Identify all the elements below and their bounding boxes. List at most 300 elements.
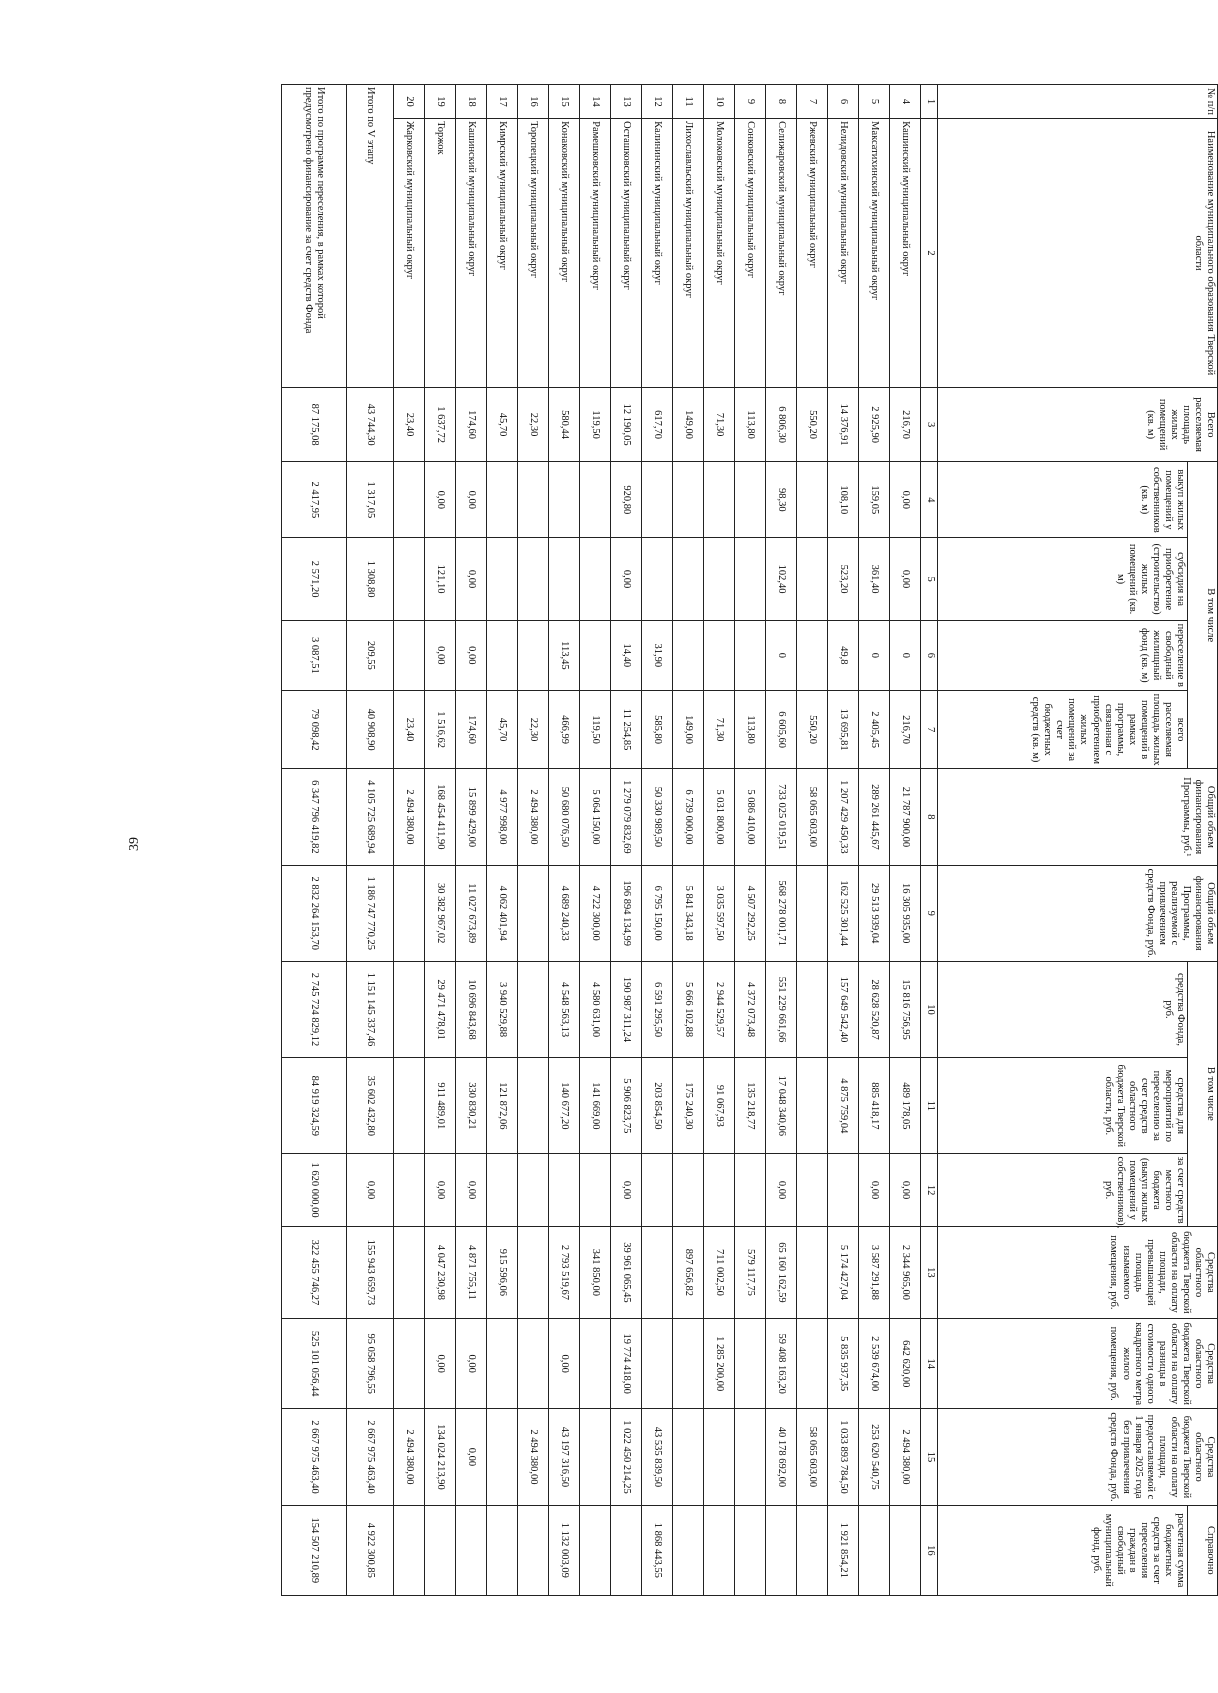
value-cell-c11: 121 872,06 bbox=[487, 1058, 518, 1154]
value-cell-c15: 40 178 692,00 bbox=[766, 1409, 797, 1505]
value-cell-c10 bbox=[797, 961, 828, 1057]
value-cell-c12: 0,00 bbox=[890, 1154, 921, 1226]
value-cell-c7: 113,80 bbox=[735, 690, 766, 768]
value-cell-c9: 3 035 597,50 bbox=[704, 865, 735, 961]
table-row bbox=[456, 85, 487, 1596]
header-total-fin: Общий объем финансирования Программы, руб.¹ bbox=[938, 769, 1218, 865]
index-cell: 15 bbox=[921, 1409, 938, 1505]
row-number: 9 bbox=[735, 85, 766, 119]
value-cell-c10: 28 628 520,87 bbox=[859, 961, 890, 1057]
table-row bbox=[642, 85, 673, 1596]
row-number: 7 bbox=[797, 85, 828, 119]
table-row bbox=[425, 85, 456, 1596]
value-cell-c13: 341 850,00 bbox=[580, 1226, 611, 1318]
value-cell-c9: 5 841 343,18 bbox=[673, 865, 704, 961]
value-cell-c10: 6 591 295,50 bbox=[642, 961, 673, 1057]
value-cell-c8: 289 261 445,67 bbox=[859, 769, 890, 865]
value-cell-c7: 79 098,42 bbox=[282, 690, 347, 768]
value-cell-c12: 0,00 bbox=[859, 1154, 890, 1226]
value-cell-c12 bbox=[828, 1154, 859, 1226]
row-number: 19 bbox=[425, 85, 456, 119]
value-cell-c11: 135 218,77 bbox=[735, 1058, 766, 1154]
value-cell-c7: 71,30 bbox=[704, 690, 735, 768]
value-cell-c4: 0,00 bbox=[425, 462, 456, 538]
value-cell-c7: 11 254,85 bbox=[611, 690, 642, 768]
value-cell-c3: 550,20 bbox=[797, 387, 828, 461]
header-subsidy: субсидия на приобретение (строительство) жилых помещений (кв. м) bbox=[938, 538, 1188, 620]
value-cell-c5 bbox=[580, 538, 611, 620]
value-cell-c9 bbox=[518, 865, 549, 961]
value-cell-c12: 1 620 000,00 bbox=[282, 1154, 347, 1226]
table-row bbox=[580, 85, 611, 1596]
table-row bbox=[549, 85, 580, 1596]
value-cell-c10: 4 372 073,48 bbox=[735, 961, 766, 1057]
value-cell-c11 bbox=[518, 1058, 549, 1154]
value-cell-c5: 523,20 bbox=[828, 538, 859, 620]
value-cell-c3: 23,40 bbox=[394, 387, 425, 461]
value-cell-c6: 0,00 bbox=[456, 620, 487, 690]
value-cell-c13: 711 002,50 bbox=[704, 1226, 735, 1318]
value-cell-c8: 4 977 998,00 bbox=[487, 769, 518, 865]
value-cell-c7: 1 516,62 bbox=[425, 690, 456, 768]
municipality-name: Кашинский муниципальный округ bbox=[890, 119, 921, 388]
value-cell-c11 bbox=[394, 1058, 425, 1154]
value-cell-c11: 911 489,01 bbox=[425, 1058, 456, 1154]
value-cell-c7: 6 605,60 bbox=[766, 690, 797, 768]
value-cell-c14: 1 285 200,00 bbox=[704, 1319, 735, 1409]
value-cell-c15: 1 033 893 784,50 bbox=[828, 1409, 859, 1505]
value-cell-c5 bbox=[487, 538, 518, 620]
value-cell-c10: 29 471 478,01 bbox=[425, 961, 456, 1057]
value-cell-c16: 1 868 443,55 bbox=[642, 1505, 673, 1595]
grand-total-row-label: Итого по программе переселения, в рамках которой предусмотрено финансирование за счет средств Фонда bbox=[282, 85, 347, 388]
value-cell-c14 bbox=[797, 1319, 828, 1409]
value-cell-c7: 22,30 bbox=[518, 690, 549, 768]
row-number: 17 bbox=[487, 85, 518, 119]
value-cell-c3: 43 744,30 bbox=[347, 387, 394, 461]
header-regional: средства для мероприятий по переселению за счет средств областного бюджета Тверской области, руб. bbox=[938, 1058, 1188, 1154]
value-cell-c14: 0,00 bbox=[549, 1319, 580, 1409]
value-cell-c7: 466,99 bbox=[549, 690, 580, 768]
value-cell-c16: 154 507 210,89 bbox=[282, 1505, 347, 1595]
value-cell-c16: 1 921 854,21 bbox=[828, 1505, 859, 1595]
value-cell-c15 bbox=[580, 1409, 611, 1505]
value-cell-c6: 0 bbox=[890, 620, 921, 690]
value-cell-c5 bbox=[642, 538, 673, 620]
value-cell-c10: 4 580 631,00 bbox=[580, 961, 611, 1057]
page-number: 39 bbox=[127, 837, 142, 851]
value-cell-c14 bbox=[580, 1319, 611, 1409]
index-cell: 13 bbox=[921, 1226, 938, 1318]
value-cell-c14: 5 835 937,35 bbox=[828, 1319, 859, 1409]
row-number: 14 bbox=[580, 85, 611, 119]
value-cell-c6: 49,8 bbox=[828, 620, 859, 690]
value-cell-c8: 5 031 800,00 bbox=[704, 769, 735, 865]
value-cell-c16 bbox=[580, 1505, 611, 1595]
value-cell-c3: 22,30 bbox=[518, 387, 549, 461]
value-cell-c4 bbox=[642, 462, 673, 538]
index-cell: 4 bbox=[921, 462, 938, 538]
municipality-name: Кашинский муниципальный округ bbox=[456, 119, 487, 388]
row-number: 8 bbox=[766, 85, 797, 119]
municipality-name: Нелидовский муниципальный округ bbox=[828, 119, 859, 388]
value-cell-c14: 2 539 674,00 bbox=[859, 1319, 890, 1409]
value-cell-c10: 5 666 102,88 bbox=[673, 961, 704, 1057]
value-cell-c9: 568 278 001,71 bbox=[766, 865, 797, 961]
header-fund: средства Фонда, руб. bbox=[938, 961, 1188, 1057]
table-row bbox=[797, 85, 828, 1596]
municipality-name: Молоковский муниципальный округ bbox=[704, 119, 735, 388]
header-no: № п/п bbox=[938, 85, 1218, 119]
value-cell-c16 bbox=[797, 1505, 828, 1595]
value-cell-c3: 580,44 bbox=[549, 387, 580, 461]
value-cell-c13: 3 587 291,88 bbox=[859, 1226, 890, 1318]
table-row bbox=[735, 85, 766, 1596]
value-cell-c4: 920,80 bbox=[611, 462, 642, 538]
program-table bbox=[281, 84, 1218, 1596]
value-cell-c6: 3 087,51 bbox=[282, 620, 347, 690]
grand-total-row bbox=[282, 85, 347, 1596]
value-cell-c6: 14,40 bbox=[611, 620, 642, 690]
value-cell-c6 bbox=[487, 620, 518, 690]
index-cell: 12 bbox=[921, 1154, 938, 1226]
value-cell-c10: 15 816 756,95 bbox=[890, 961, 921, 1057]
value-cell-c5: 0,00 bbox=[611, 538, 642, 620]
row-number: 12 bbox=[642, 85, 673, 119]
value-cell-c15: 2 667 975 463,40 bbox=[347, 1409, 394, 1505]
index-cell: 10 bbox=[921, 961, 938, 1057]
value-cell-c12: 0,00 bbox=[425, 1154, 456, 1226]
row-number: 11 bbox=[673, 85, 704, 119]
municipality-name: Жарковский муниципальный округ bbox=[394, 119, 425, 388]
value-cell-c3: 149,00 bbox=[673, 387, 704, 461]
value-cell-c9: 162 525 301,44 bbox=[828, 865, 859, 961]
value-cell-c16 bbox=[766, 1505, 797, 1595]
value-cell-c4 bbox=[518, 462, 549, 538]
total-row bbox=[347, 85, 394, 1596]
value-cell-c12 bbox=[704, 1154, 735, 1226]
value-cell-c4: 108,10 bbox=[828, 462, 859, 538]
value-cell-c13: 4 047 230,98 bbox=[425, 1226, 456, 1318]
municipality-name: Ржевский муниципальный округ bbox=[797, 119, 828, 388]
value-cell-c16 bbox=[735, 1505, 766, 1595]
table-row bbox=[518, 85, 549, 1596]
value-cell-c3: 6 806,30 bbox=[766, 387, 797, 461]
table-row bbox=[859, 85, 890, 1596]
value-cell-c16 bbox=[673, 1505, 704, 1595]
value-cell-c12: 0,00 bbox=[611, 1154, 642, 1226]
value-cell-c6: 113,45 bbox=[549, 620, 580, 690]
value-cell-c13 bbox=[518, 1226, 549, 1318]
value-cell-c5: 121,10 bbox=[425, 538, 456, 620]
value-cell-c15: 58 065 603,00 bbox=[797, 1409, 828, 1505]
value-cell-c12 bbox=[735, 1154, 766, 1226]
value-cell-c9: 6 795 150,00 bbox=[642, 865, 673, 961]
value-cell-c16 bbox=[704, 1505, 735, 1595]
header-diff: Средства областного бюджета Тверской области на оплату разницы в стоимости одного квадратного метра жилого помещения, руб. bbox=[938, 1319, 1218, 1409]
value-cell-c4: 98,30 bbox=[766, 462, 797, 538]
value-cell-c5: 1 308,80 bbox=[347, 538, 394, 620]
value-cell-c11 bbox=[797, 1058, 828, 1154]
value-cell-c15 bbox=[487, 1409, 518, 1505]
value-cell-c15: 2 494 380,00 bbox=[394, 1409, 425, 1505]
value-cell-c12 bbox=[518, 1154, 549, 1226]
municipality-name: Калининский муниципальный округ bbox=[642, 119, 673, 388]
value-cell-c16: 1 132 003,09 bbox=[549, 1505, 580, 1595]
value-cell-c14 bbox=[735, 1319, 766, 1409]
value-cell-c4: 1 317,05 bbox=[347, 462, 394, 538]
table-row bbox=[766, 85, 797, 1596]
table-row bbox=[828, 85, 859, 1596]
value-cell-c4 bbox=[797, 462, 828, 538]
value-cell-c8: 2 494 380,00 bbox=[394, 769, 425, 865]
value-cell-c12 bbox=[580, 1154, 611, 1226]
index-cell: 9 bbox=[921, 865, 938, 961]
value-cell-c9: 196 894 134,99 bbox=[611, 865, 642, 961]
value-cell-c11: 175 240,30 bbox=[673, 1058, 704, 1154]
value-cell-c12: 0,00 bbox=[766, 1154, 797, 1226]
value-cell-c12 bbox=[487, 1154, 518, 1226]
value-cell-c15: 43 535 839,50 bbox=[642, 1409, 673, 1505]
value-cell-c13: 65 160 162,59 bbox=[766, 1226, 797, 1318]
value-cell-c9: 1 186 747 770,25 bbox=[347, 865, 394, 961]
value-cell-c11: 140 677,20 bbox=[549, 1058, 580, 1154]
value-cell-c13: 2 793 519,67 bbox=[549, 1226, 580, 1318]
value-cell-c12 bbox=[797, 1154, 828, 1226]
header-local: за счет средств местного бюджета (выкуп жилых помещений у собственников), руб. bbox=[938, 1154, 1188, 1226]
value-cell-c11: 91 067,93 bbox=[704, 1058, 735, 1154]
row-number: 5 bbox=[859, 85, 890, 119]
value-cell-c5 bbox=[704, 538, 735, 620]
value-cell-c13: 897 656,82 bbox=[673, 1226, 704, 1318]
value-cell-c13: 915 596,06 bbox=[487, 1226, 518, 1318]
municipality-name: Осташковский муниципальный округ bbox=[611, 119, 642, 388]
value-cell-c3: 119,50 bbox=[580, 387, 611, 461]
value-cell-c5 bbox=[518, 538, 549, 620]
value-cell-c4: 0,00 bbox=[890, 462, 921, 538]
row-number: 10 bbox=[704, 85, 735, 119]
index-cell: 16 bbox=[921, 1505, 938, 1595]
municipality-name: Торжок bbox=[425, 119, 456, 388]
value-cell-c6 bbox=[735, 620, 766, 690]
value-cell-c3: 45,70 bbox=[487, 387, 518, 461]
value-cell-c4 bbox=[580, 462, 611, 538]
value-cell-c15: 253 620 540,75 bbox=[859, 1409, 890, 1505]
value-cell-c10: 2 944 529,57 bbox=[704, 961, 735, 1057]
value-cell-c14 bbox=[673, 1319, 704, 1409]
value-cell-c5 bbox=[735, 538, 766, 620]
value-cell-c3: 1 637,72 bbox=[425, 387, 456, 461]
row-number: 13 bbox=[611, 85, 642, 119]
value-cell-c13 bbox=[642, 1226, 673, 1318]
value-cell-c8: 6 739 000,00 bbox=[673, 769, 704, 865]
value-cell-c10: 10 696 843,68 bbox=[456, 961, 487, 1057]
value-cell-c16 bbox=[611, 1505, 642, 1595]
value-cell-c12: 0,00 bbox=[347, 1154, 394, 1226]
header-buyout: выкуп жилых помещений у собственников (кв. м) bbox=[938, 462, 1188, 538]
value-cell-c8: 5 064 150,00 bbox=[580, 769, 611, 865]
value-cell-c6 bbox=[394, 620, 425, 690]
value-cell-c8: 5 086 410,00 bbox=[735, 769, 766, 865]
municipality-name: Рамешковский муниципальный округ bbox=[580, 119, 611, 388]
header-group-ref: Справочно bbox=[1188, 1505, 1218, 1595]
value-cell-c7: 13 695,81 bbox=[828, 690, 859, 768]
value-cell-c10: 4 548 563,13 bbox=[549, 961, 580, 1057]
index-cell: 6 bbox=[921, 620, 938, 690]
value-cell-c13: 4 871 755,11 bbox=[456, 1226, 487, 1318]
value-cell-c3: 12 190,05 bbox=[611, 387, 642, 461]
value-cell-c6: 209,55 bbox=[347, 620, 394, 690]
value-cell-c5: 361,40 bbox=[859, 538, 890, 620]
value-cell-c10 bbox=[518, 961, 549, 1057]
index-cell: 11 bbox=[921, 1058, 938, 1154]
value-cell-c7: 585,80 bbox=[642, 690, 673, 768]
municipality-name: Сонковский муниципальный округ bbox=[735, 119, 766, 388]
value-cell-c7: 23,40 bbox=[394, 690, 425, 768]
value-cell-c16 bbox=[425, 1505, 456, 1595]
value-cell-c8: 733 025 019,51 bbox=[766, 769, 797, 865]
index-cell: 8 bbox=[921, 769, 938, 865]
value-cell-c9 bbox=[797, 865, 828, 961]
value-cell-c12 bbox=[673, 1154, 704, 1226]
value-cell-c11: 885 418,17 bbox=[859, 1058, 890, 1154]
value-cell-c8: 168 454 411,90 bbox=[425, 769, 456, 865]
value-cell-c10: 2 745 724 829,12 bbox=[282, 961, 347, 1057]
row-number: 18 bbox=[456, 85, 487, 119]
row-number: 6 bbox=[828, 85, 859, 119]
table-body bbox=[282, 85, 938, 1596]
value-cell-c3: 174,60 bbox=[456, 387, 487, 461]
value-cell-c10: 551 229 661,66 bbox=[766, 961, 797, 1057]
value-cell-c4 bbox=[673, 462, 704, 538]
value-cell-c14: 59 408 163,20 bbox=[766, 1319, 797, 1409]
header-after2025: Средства областного бюджета Тверской области на оплату площади, предоставляемой с 1 января 2025 года без привлечения средств Фонда, руб. bbox=[938, 1409, 1218, 1505]
value-cell-c6: 0 bbox=[859, 620, 890, 690]
value-cell-c4 bbox=[487, 462, 518, 538]
row-number: 20 bbox=[394, 85, 425, 119]
header-ref: расчетная сумма бюджетных средств за счет переселения граждан в свободный муниципальный фонд, руб. bbox=[938, 1505, 1188, 1595]
value-cell-c13: 322 455 746,27 bbox=[282, 1226, 347, 1318]
value-cell-c13: 5 174 427,04 bbox=[828, 1226, 859, 1318]
value-cell-c7: 550,20 bbox=[797, 690, 828, 768]
value-cell-c4 bbox=[704, 462, 735, 538]
value-cell-c5: 0,00 bbox=[890, 538, 921, 620]
value-cell-c11: 203 854,50 bbox=[642, 1058, 673, 1154]
value-cell-c3: 216,70 bbox=[890, 387, 921, 461]
value-cell-c5: 2 571,20 bbox=[282, 538, 347, 620]
value-cell-c15: 1 022 450 214,25 bbox=[611, 1409, 642, 1505]
index-row bbox=[921, 85, 938, 1596]
value-cell-c9: 16 305 935,00 bbox=[890, 865, 921, 961]
table-row bbox=[704, 85, 735, 1596]
value-cell-c5 bbox=[549, 538, 580, 620]
value-cell-c4 bbox=[549, 462, 580, 538]
value-cell-c7: 216,70 bbox=[890, 690, 921, 768]
value-cell-c14 bbox=[487, 1319, 518, 1409]
value-cell-c15: 2 494 380,00 bbox=[518, 1409, 549, 1505]
municipality-name: Кимрский муниципальный округ bbox=[487, 119, 518, 388]
value-cell-c6 bbox=[518, 620, 549, 690]
value-cell-c9: 4 062 401,94 bbox=[487, 865, 518, 961]
value-cell-c8: 2 494 380,00 bbox=[518, 769, 549, 865]
value-cell-c3: 617,70 bbox=[642, 387, 673, 461]
value-cell-c9: 4 689 240,33 bbox=[549, 865, 580, 961]
value-cell-c7: 149,00 bbox=[673, 690, 704, 768]
header-fund-fin: Общий объем финансирования Программы, реализуемой с привлечением средств Фонда, руб. bbox=[938, 865, 1218, 961]
value-cell-c7: 40 908,90 bbox=[347, 690, 394, 768]
value-cell-c6: 31,90 bbox=[642, 620, 673, 690]
value-cell-c11: 489 178,05 bbox=[890, 1058, 921, 1154]
value-cell-c12 bbox=[394, 1154, 425, 1226]
value-cell-c8: 50 680 076,50 bbox=[549, 769, 580, 865]
value-cell-c9: 4 507 292,25 bbox=[735, 865, 766, 961]
value-cell-c11: 84 919 324,59 bbox=[282, 1058, 347, 1154]
value-cell-c15: 134 024 213,90 bbox=[425, 1409, 456, 1505]
municipality-name: Конаковский муниципальный округ bbox=[549, 119, 580, 388]
value-cell-c10: 190 987 311,24 bbox=[611, 961, 642, 1057]
value-cell-c11: 17 048 340,06 bbox=[766, 1058, 797, 1154]
value-cell-c15: 43 197 316,50 bbox=[549, 1409, 580, 1505]
value-cell-c12 bbox=[549, 1154, 580, 1226]
value-cell-c3: 113,80 bbox=[735, 387, 766, 461]
value-cell-c5 bbox=[797, 538, 828, 620]
value-cell-c5 bbox=[394, 538, 425, 620]
value-cell-c4: 159,05 bbox=[859, 462, 890, 538]
index-cell: 14 bbox=[921, 1319, 938, 1409]
value-cell-c15: 2 667 975 463,40 bbox=[282, 1409, 347, 1505]
value-cell-c14 bbox=[518, 1319, 549, 1409]
value-cell-c9: 11 027 673,89 bbox=[456, 865, 487, 961]
value-cell-c3: 71,30 bbox=[704, 387, 735, 461]
value-cell-c6 bbox=[673, 620, 704, 690]
value-cell-c9: 2 832 264 153,70 bbox=[282, 865, 347, 961]
row-number: 16 bbox=[518, 85, 549, 119]
table-row bbox=[487, 85, 518, 1596]
value-cell-c6: 0,00 bbox=[425, 620, 456, 690]
value-cell-c16: 4 922 300,85 bbox=[347, 1505, 394, 1595]
index-cell: 7 bbox=[921, 690, 938, 768]
value-cell-c4 bbox=[735, 462, 766, 538]
header-group-fin: В том числе bbox=[1188, 961, 1218, 1226]
value-cell-c3: 87 175,08 bbox=[282, 387, 347, 461]
value-cell-c16 bbox=[890, 1505, 921, 1595]
value-cell-c9: 29 513 939,04 bbox=[859, 865, 890, 961]
value-cell-c8: 4 105 725 689,94 bbox=[347, 769, 394, 865]
municipality-name: Максатихинский муниципальный округ bbox=[859, 119, 890, 388]
value-cell-c7: 2 405,45 bbox=[859, 690, 890, 768]
index-cell: 2 bbox=[921, 119, 938, 388]
value-cell-c11: 35 602 432,80 bbox=[347, 1058, 394, 1154]
value-cell-c13: 155 943 659,73 bbox=[347, 1226, 394, 1318]
value-cell-c7: 119,50 bbox=[580, 690, 611, 768]
index-cell: 1 bbox=[921, 85, 938, 119]
value-cell-c6 bbox=[704, 620, 735, 690]
value-cell-c7: 174,60 bbox=[456, 690, 487, 768]
value-cell-c5: 102,40 bbox=[766, 538, 797, 620]
value-cell-c14: 0,00 bbox=[456, 1319, 487, 1409]
value-cell-c14 bbox=[394, 1319, 425, 1409]
value-cell-c8: 1 207 429 450,33 bbox=[828, 769, 859, 865]
value-cell-c5 bbox=[673, 538, 704, 620]
header-excess: Средства областного бюджета Тверской области на оплату площади, превышающей площадь изымаемого помещения, руб. bbox=[938, 1226, 1218, 1318]
rotated-table-container bbox=[128, 84, 1218, 1596]
value-cell-c13 bbox=[797, 1226, 828, 1318]
value-cell-c8: 58 065 603,00 bbox=[797, 769, 828, 865]
value-cell-c14: 0,00 bbox=[425, 1319, 456, 1409]
value-cell-c9 bbox=[394, 865, 425, 961]
value-cell-c3: 14 376,91 bbox=[828, 387, 859, 461]
value-cell-c8: 1 279 079 832,69 bbox=[611, 769, 642, 865]
